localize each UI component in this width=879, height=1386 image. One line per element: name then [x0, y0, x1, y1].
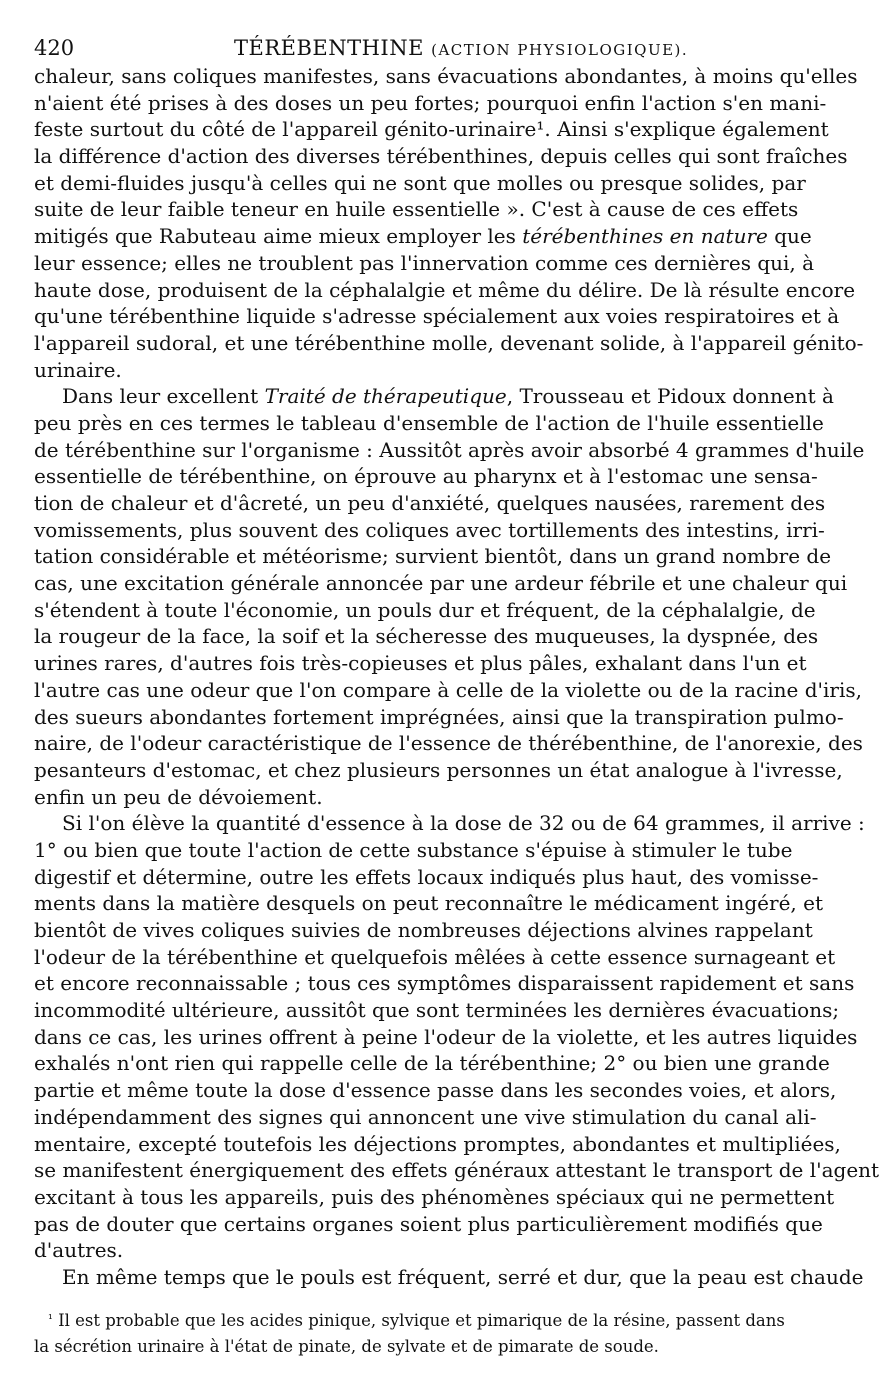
- text-line: mentaire, excepté toutefois les déjections promptes, abondantes et multipliées,: [34, 1131, 841, 1156]
- text-line: et demi-fluides jusqu'à celles qui ne sont que molles ou presque solides, par: [34, 170, 806, 195]
- text-line: feste surtout du côté de l'appareil génito-urinaire¹. Ainsi s'explique également: [34, 117, 829, 142]
- text-line: ments dans la matière desquels on peut reconnaître le médicament ingéré, et: [34, 891, 823, 916]
- text-line: Si l'on élève la quantité d'essence à la dose de 32 ou de 64 grammes, il arrive :: [62, 811, 865, 836]
- text-line: se manifestent énergiquement des effets généraux attestant le transport de l'agent: [34, 1158, 879, 1183]
- running-title-main: TÉRÉBENTHINE: [234, 36, 424, 60]
- page-number: 420: [34, 36, 75, 60]
- text-line: s'étendent à toute l'économie, un pouls dur et fréquent, de la céphalalgie, de: [34, 597, 816, 622]
- footnote-line: la sécrétion urinaire à l'état de pinate, de sylvate et de pimarate de soude.: [34, 1337, 659, 1356]
- text-line: d'autres.: [34, 1238, 124, 1263]
- text-line: urines rares, d'autres fois très-copieuses et plus pâles, exhalant dans l'un et: [34, 651, 807, 676]
- italic-phrase: térébenthines en nature: [522, 224, 768, 249]
- text-line: l'autre cas une odeur que l'on compare à celle de la violette ou de la racine d'iris,: [34, 677, 863, 702]
- text-line: exhalés n'ont rien qui rappelle celle de la térébenthine; 2° ou bien une grande: [34, 1051, 830, 1076]
- text-line: cas, une excitation générale annoncée par une ardeur fébrile et une chaleur qui: [34, 571, 848, 596]
- text-line: 1° ou bien que toute l'action de cette substance s'épuise à stimuler le tube: [34, 837, 793, 862]
- text-line: la différence d'action des diverses térébenthines, depuis celles qui sont fraîches: [34, 144, 848, 169]
- text-line: indépendamment des signes qui annoncent une vive stimulation du canal ali-: [34, 1104, 817, 1129]
- text-line: l'appareil sudoral, et une térébenthine molle, devenant solide, à l'appareil génito-: [34, 330, 864, 355]
- footnote: [34, 1308, 785, 1360]
- paragraph-3: [34, 810, 879, 1264]
- text-line: vomissements, plus souvent des coliques avec tortillements des intestins, irri-: [34, 517, 825, 542]
- text-line: qu'une térébenthine liquide s'adresse spécialement aux voies respiratoires et à: [34, 304, 840, 329]
- text-line: la rougeur de la face, la soif et la sécheresse des muqueuses, la dyspnée, des: [34, 624, 819, 649]
- footnote-text: Il est probable que les acides pinique, sylvique et pimarique de la résine, passent dans: [58, 1311, 785, 1330]
- text-line: mitigés que Rabuteau aime mieux employer les térébenthines en nature que: [34, 224, 812, 249]
- text-line: partie et même toute la dose d'essence passe dans les secondes voies, et alors,: [34, 1078, 837, 1103]
- text-line: chaleur, sans coliques manifestes, sans évacuations abondantes, à moins qu'elles: [34, 64, 858, 88]
- body-text: [34, 63, 879, 1291]
- text-line: de térébenthine sur l'organisme : Aussitôt après avoir absorbé 4 grammes d'huile: [34, 437, 865, 462]
- text-line: des sueurs abondantes fortement imprégnées, ainsi que la transpiration pulmo-: [34, 704, 844, 729]
- italic-phrase: Traité de thérapeutique: [264, 384, 507, 409]
- text-line: bientôt de vives coliques suivies de nombreuses déjections alvines rappelant: [34, 918, 813, 942]
- text-line: haute dose, produisent de la céphalalgie et même du délire. De là résulte encore: [34, 277, 856, 302]
- text-line: pas de douter que certains organes soient plus particulièrement modifiés que: [34, 1211, 823, 1236]
- text-line: peu près en ces termes le tableau d'ensemble de l'action de l'huile essentielle: [34, 410, 824, 435]
- page-header: [34, 34, 766, 62]
- text-line: Dans leur excellent Traité de thérapeutique, Trousseau et Pidoux donnent à: [62, 384, 834, 409]
- text-line: suite de leur faible teneur en huile essentielle ». C'est à cause de ces effets: [34, 197, 799, 222]
- text-line: naire, de l'odeur caractéristique de l'essence de thérébenthine, de l'anorexie, des: [34, 731, 863, 756]
- text-line: n'aient été prises à des doses un peu fortes; pourquoi enfin l'action s'en mani-: [34, 90, 827, 115]
- text-line: tion de chaleur et d'âcreté, un peu d'anxiété, quelques nausées, rarement des: [34, 491, 826, 515]
- text-line: En même temps que le pouls est fréquent, serré et dur, que la peau est chaude: [62, 1264, 864, 1289]
- running-title-subtitle: (ACTION PHYSIOLOGIQUE).: [431, 41, 689, 59]
- footnote-marker: ¹: [48, 1312, 53, 1326]
- text-line: enfin un peu de dévoiement.: [34, 784, 323, 809]
- running-title: [234, 34, 688, 64]
- paragraph-4: [34, 1264, 864, 1291]
- text-line: digestif et détermine, outre les effets locaux indiqués plus haut, des vomisse-: [34, 864, 819, 889]
- text-line: leur essence; elles ne troublent pas l'innervation comme ces dernières qui, à: [34, 250, 815, 275]
- paragraph-2: [34, 383, 865, 810]
- text-line: incommodité ultérieure, aussitôt que sont terminées les dernières évacuations;: [34, 998, 840, 1023]
- paragraph-1: [34, 63, 864, 383]
- text-line: dans ce cas, les urines offrent à peine l'odeur de la violette, et les autres liquides: [34, 1024, 858, 1049]
- text-line: l'odeur de la térébenthine et quelquefois mêlées à cette essence surnageant et: [34, 944, 836, 969]
- footnote-line: [34, 1308, 785, 1334]
- text-line: essentielle de térébenthine, on éprouve au pharynx et à l'estomac une sensa-: [34, 464, 818, 489]
- text-line: pesanteurs d'estomac, et chez plusieurs personnes un état analogue à l'ivresse,: [34, 757, 843, 782]
- text-line: tation considérable et météorisme; survient bientôt, dans un grand nombre de: [34, 544, 832, 569]
- text-line: excitant à tous les appareils, puis des phénomènes spéciaux qui ne permettent: [34, 1184, 835, 1209]
- text-line: et encore reconnaissable ; tous ces symptômes disparaissent rapidement et sans: [34, 971, 855, 996]
- text-line: urinaire.: [34, 357, 122, 382]
